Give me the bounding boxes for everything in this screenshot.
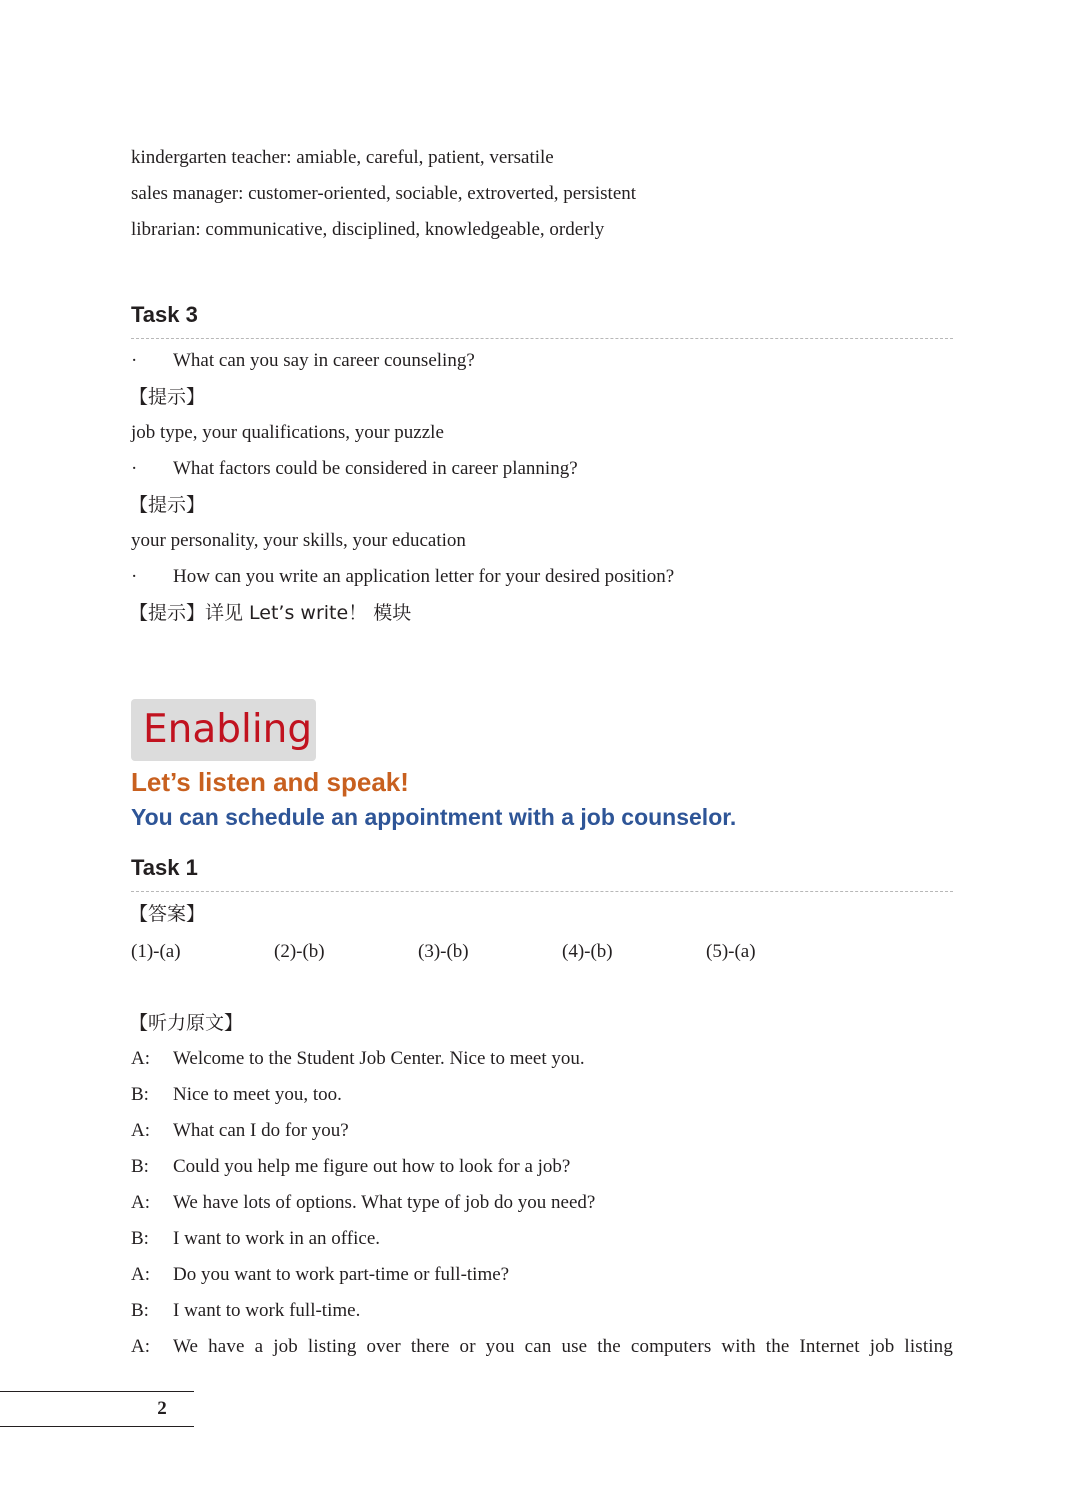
intro-line-1: kindergarten teacher: amiable, careful, patient, versatile [131, 147, 554, 168]
dialogue-speaker: B: [131, 1228, 149, 1249]
dialogue-line: Nice to meet you, too. [173, 1084, 342, 1105]
enabling-banner [131, 699, 316, 761]
dialogue-speaker: A: [131, 1336, 150, 1357]
answer-label: 【答案】 [129, 903, 206, 925]
section-subtitle: Let’s listen and speak! [131, 767, 409, 797]
task1-divider [131, 891, 953, 892]
dialogue-speaker: B: [131, 1156, 149, 1177]
intro-line-2: sales manager: customer-oriented, sociable, extroverted, persistent [131, 183, 637, 204]
dialogue-line: We have a job listing over there or you can use the computers with the Internet job listing [173, 1336, 953, 1357]
answer-item: (3)-(b) [418, 941, 469, 962]
task3-hint-2-text: your personality, your skills, your education [131, 530, 466, 551]
task3-question-3: How can you write an application letter for your desired position? [173, 566, 675, 587]
task3-heading: Task 3 [131, 302, 198, 327]
footer-rule-top [0, 1391, 194, 1392]
task3-question-2: What factors could be considered in career planning? [173, 458, 578, 479]
answer-item: (1)-(a) [131, 941, 181, 962]
task3-hint-2-label: 【提示】 [129, 494, 206, 516]
section-goal: You can schedule an appointment with a job counselor. [131, 804, 737, 830]
task3-hint-3-label: 【提示】详见 Let’s write！ 模块 [129, 602, 412, 624]
dialogue-line: We have lots of options. What type of job do you need? [173, 1192, 596, 1213]
dialogue-speaker: B: [131, 1300, 149, 1321]
page-number: 2 [157, 1398, 167, 1419]
dialogue-speaker: A: [131, 1192, 150, 1213]
bullet-icon: · [131, 458, 138, 479]
dialogue-line: Welcome to the Student Job Center. Nice to meet you. [173, 1048, 585, 1069]
dialogue-speaker: A: [131, 1048, 150, 1069]
bullet-icon: · [131, 566, 138, 587]
dialogue-speaker: A: [131, 1264, 150, 1285]
dialogue-speaker: B: [131, 1084, 149, 1105]
task3-divider [131, 338, 953, 339]
dialogue-line: Could you help me figure out how to look for a job? [173, 1156, 571, 1177]
answer-item: (4)-(b) [562, 941, 613, 962]
dialogue-line: Do you want to work part-time or full-time? [173, 1264, 510, 1285]
intro-line-3: librarian: communicative, disciplined, knowledgeable, orderly [131, 219, 605, 240]
footer-rule-bottom [0, 1426, 194, 1427]
task1-heading: Task 1 [131, 855, 198, 880]
answer-item: (5)-(a) [706, 941, 756, 962]
transcript-label: 【听力原文】 [129, 1012, 244, 1034]
task3-hint-1-label: 【提示】 [129, 386, 206, 408]
enabling-banner-text: Enabling [143, 707, 313, 752]
task3-hint-1-text: job type, your qualifications, your puzzle [131, 422, 444, 443]
dialogue-line: I want to work in an office. [173, 1228, 381, 1249]
dialogue-line: I want to work full-time. [173, 1300, 361, 1321]
bullet-icon: · [131, 350, 138, 371]
dialogue-line: What can I do for you? [173, 1120, 349, 1141]
dialogue-speaker: A: [131, 1120, 150, 1141]
answer-item: (2)-(b) [274, 941, 325, 962]
task3-question-1: What can you say in career counseling? [173, 350, 475, 371]
